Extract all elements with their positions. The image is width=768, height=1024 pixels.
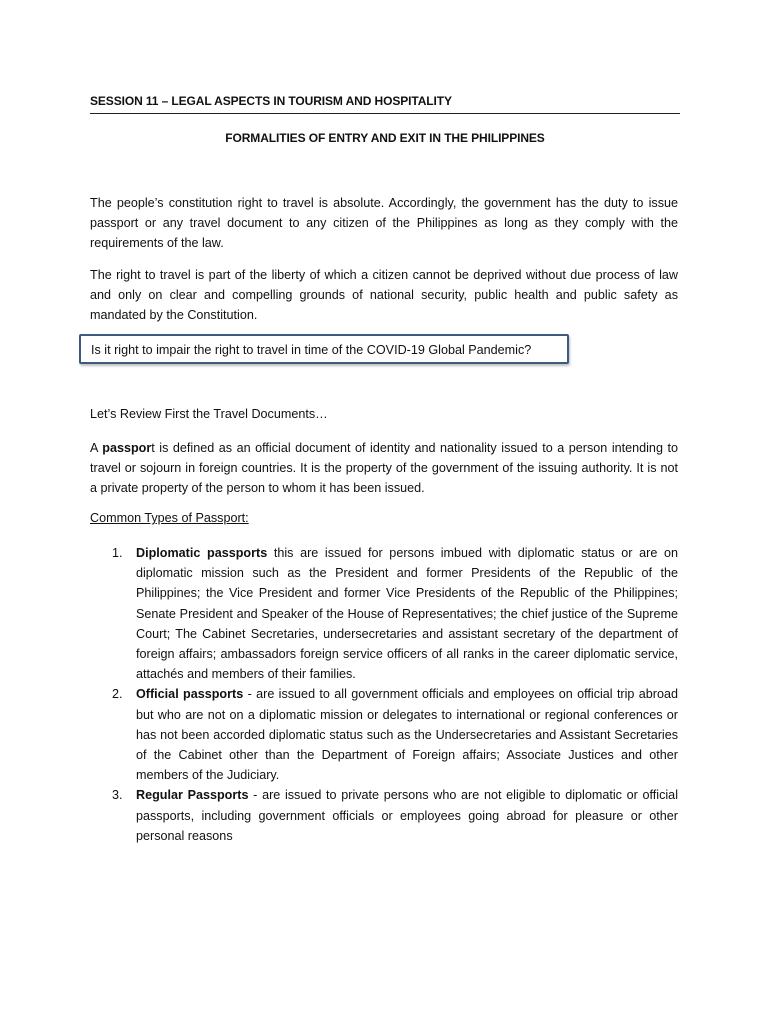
list-text: - are issued to all government officials and employees on official trip abroad but who are not on a diplomatic mission or delegates to international or regional conferences or has not been accorded diplomatic status such as the Undersecretaries and Assistant Secretaries of the Cabinet other than the Department of Foreign affairs; Associate Justices and other members of the Judiciary. [136,687,678,783]
list-text: this are issued for persons imbued with diplomatic status or are on diplomatic mission such as the President and former Presidents of the Republic of the Philippines; the Vice President and former Vice Presidents of the Republic of the Philippines; Senate President and Speaker of the House of Representatives; the chief justice of the Supreme Court; The Cabinet Secretaries, undersecretaries and assistant secretary of the department of foreign affairs; ambassadors foreign service officers of all ranks in the career diplomatic service, attachés and members of their families. [136,546,678,682]
list-number: 2. [112,687,123,702]
document-subtitle: FORMALITIES OF ENTRY AND EXIT IN THE PHILIPPINES [225,131,545,145]
paragraph-passport-definition [90,438,678,499]
list-number: 1. [112,546,123,560]
list-term: Regular Passports [136,788,249,803]
list-text: - are issued to private persons who are not eligible to diplomatic or official passports, including government officials or employees going abroad for pleasure or other personal reasons [136,788,678,843]
list-item [90,543,678,684]
passport-types-heading: Common Types of Passport: [90,511,249,525]
question-text: Is it right to impair the right to travel in time of the COVID-19 Global Pandemic? [91,343,532,357]
passport-types-list [90,543,678,846]
list-number: 3. [112,788,123,803]
passport-definition-text: t is defined as an official document of identity and nationality issued to a person intending to travel or sojourn in foreign countries. It is the property of the government of the issuing authority. It is not a private property of the person to whom it has been issued. [90,441,678,496]
review-heading: Let’s Review First the Travel Documents… [90,407,328,421]
session-title: SESSION 11 – LEGAL ASPECTS IN TOURISM AND HOSPITALITY [90,94,680,114]
list-item [90,684,678,785]
question-box [79,334,569,364]
paragraph-liberty: The right to travel is part of the liberty of which a citizen cannot be deprived without due process of law and only on clear and compelling grounds of national security, public health and public safety as mandated by the Constitution. [90,268,678,323]
passport-term: passpor [102,441,152,455]
list-item [90,785,678,846]
paragraph-right-to-travel: The people’s constitution right to travel is absolute. Accordingly, the government has the duty to issue passport or any travel document to any citizen of the Philippines as long as they comply with the requirements of the law. [90,196,678,251]
list-term: Official passports [136,687,244,702]
passport-lead: A [90,441,103,455]
list-term: Diplomatic passports [136,546,268,560]
